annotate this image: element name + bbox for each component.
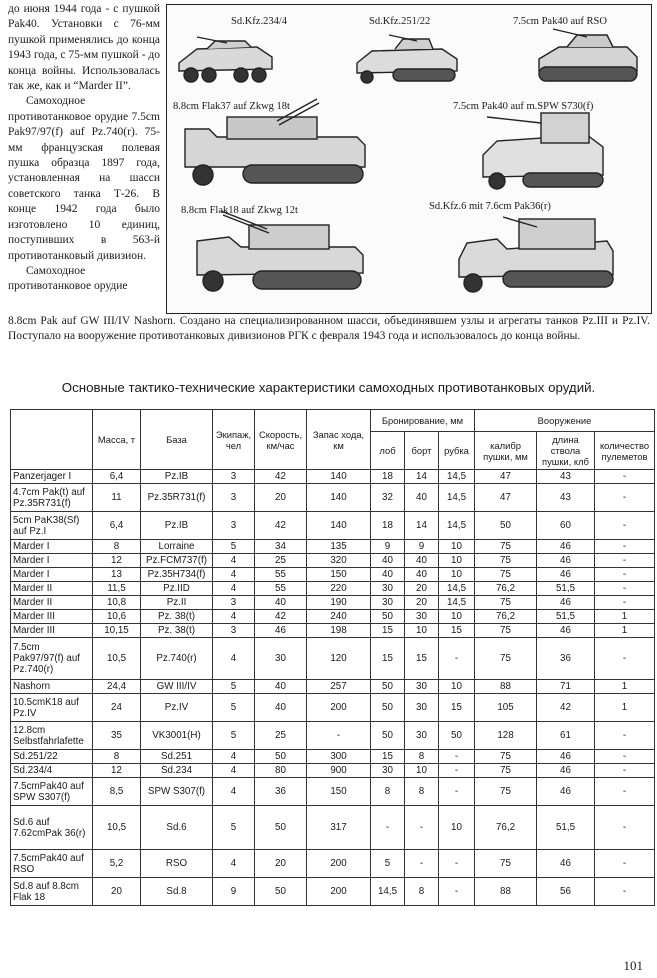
table-cell: 75 bbox=[475, 568, 537, 582]
table-cell: 46 bbox=[537, 764, 595, 778]
table-cell: 240 bbox=[307, 610, 371, 624]
table-cell: 46 bbox=[537, 778, 595, 806]
table-cell: Pz.II bbox=[141, 596, 213, 610]
table-cell: 10,5 bbox=[93, 806, 141, 850]
table-cell: Sd.234 bbox=[141, 764, 213, 778]
table-cell: 6,4 bbox=[93, 512, 141, 540]
table-cell: 150 bbox=[307, 568, 371, 582]
table-cell: 14 bbox=[405, 512, 439, 540]
caption-flak37: 8.8cm Flak37 auf Zkwg 18t bbox=[173, 101, 290, 112]
table-cell: 4 bbox=[213, 750, 255, 764]
table-cell: Pz.FCM737(f) bbox=[141, 554, 213, 568]
table-cell: 25 bbox=[255, 722, 307, 750]
table-cell: 4 bbox=[213, 638, 255, 680]
table-cell: 3 bbox=[213, 512, 255, 540]
table-cell: 14,5 bbox=[439, 596, 475, 610]
table-cell: 15 bbox=[371, 638, 405, 680]
table-cell: 14,5 bbox=[439, 512, 475, 540]
table-cell: - bbox=[595, 596, 655, 610]
paragraph-1: до июня 1944 года - с пушкой Pak40. Установки с 76-мм пушкой применялись до конца 1943 года, с 75-мм пушкой - до конца войны. Использовалась так же, как и “Marder II”. bbox=[8, 3, 161, 93]
header-armor-side: борт bbox=[405, 432, 439, 470]
vehicle-name-cell: Marder I bbox=[11, 568, 93, 582]
table-cell: 40 bbox=[405, 554, 439, 568]
caption-sdkfz251: Sd.Kfz.251/22 bbox=[369, 16, 431, 27]
table-cell: 14,5 bbox=[439, 470, 475, 484]
paragraph-3-start: Самоходное противотанковое орудие bbox=[8, 264, 128, 293]
table-cell: 50 bbox=[371, 680, 405, 694]
table-cell: 8 bbox=[405, 878, 439, 906]
vehicle-name-cell: 7.5cm Pak97/97(f) auf Pz.740(r) bbox=[11, 638, 93, 680]
table-cell: 36 bbox=[255, 778, 307, 806]
vehicle-name-cell: Sd.234/4 bbox=[11, 764, 93, 778]
rso-tractor-drawing bbox=[539, 29, 637, 81]
table-row bbox=[11, 568, 655, 582]
table-cell: 200 bbox=[307, 694, 371, 722]
table-cell: 1 bbox=[595, 680, 655, 694]
table-cell: 15 bbox=[439, 694, 475, 722]
table-cell: 4 bbox=[213, 568, 255, 582]
table-cell: 11 bbox=[93, 484, 141, 512]
table-cell: 8 bbox=[371, 778, 405, 806]
table-cell: 75 bbox=[475, 764, 537, 778]
table-cell: 51,5 bbox=[537, 806, 595, 850]
table-cell: 15 bbox=[371, 624, 405, 638]
table-row bbox=[11, 806, 655, 850]
vehicle-name-cell: Sd.6 auf 7.62cmPak 36(r) bbox=[11, 806, 93, 850]
table-cell: 10,5 bbox=[93, 638, 141, 680]
table-cell: 10 bbox=[405, 624, 439, 638]
vehicle-drawings bbox=[167, 5, 651, 313]
table-cell: 8 bbox=[405, 778, 439, 806]
header-caliber: калибр пушки, мм bbox=[475, 432, 537, 470]
table-cell: Lorraine bbox=[141, 540, 213, 554]
caption-sdkfz234: Sd.Kfz.234/4 bbox=[231, 16, 287, 27]
vehicle-name-cell: 12.8cm Selbstfahrlafette bbox=[11, 722, 93, 750]
table-cell: 40 bbox=[405, 484, 439, 512]
table-cell: - bbox=[405, 806, 439, 850]
table-cell: 40 bbox=[255, 680, 307, 694]
table-cell: 40 bbox=[371, 554, 405, 568]
table-cell: 5 bbox=[213, 806, 255, 850]
table-cell: - bbox=[595, 638, 655, 680]
flak18-halftrack-drawing bbox=[197, 211, 363, 291]
table-cell: 75 bbox=[475, 554, 537, 568]
table-cell: 5,2 bbox=[93, 850, 141, 878]
table-cell: 50 bbox=[255, 750, 307, 764]
table-cell: 71 bbox=[537, 680, 595, 694]
table-cell: Pz.IB bbox=[141, 512, 213, 540]
table-cell: 36 bbox=[537, 638, 595, 680]
table-cell: 11,5 bbox=[93, 582, 141, 596]
table-cell: 9 bbox=[405, 540, 439, 554]
table-cell: Pz. 38(t) bbox=[141, 610, 213, 624]
table-cell: 61 bbox=[537, 722, 595, 750]
table-cell: 14 bbox=[405, 470, 439, 484]
table-cell: 50 bbox=[475, 512, 537, 540]
table-cell: 40 bbox=[405, 568, 439, 582]
table-row bbox=[11, 722, 655, 750]
header-base: База bbox=[141, 410, 213, 470]
table-cell: - bbox=[439, 778, 475, 806]
table-cell: 120 bbox=[307, 638, 371, 680]
table-cell: 50 bbox=[371, 722, 405, 750]
table-cell: 15 bbox=[371, 750, 405, 764]
table-cell: 198 bbox=[307, 624, 371, 638]
paragraph-2: Самоходное противотанковое орудие 7.5cm Pak97/97(f) auf Pz.740(r). 75-мм французская полевая пушка образца 1897 года, установленная на шасси советского танка Т-26. В конце 1942 года было изготовлено 10 единиц, поступивших в 563-й противотанковый дивизион. bbox=[8, 95, 160, 262]
table-cell: 14,5 bbox=[371, 878, 405, 906]
vehicle-name-cell: Marder I bbox=[11, 554, 93, 568]
table-cell: Sd.6 bbox=[141, 806, 213, 850]
table-cell: 40 bbox=[255, 596, 307, 610]
table-cell: - bbox=[439, 878, 475, 906]
table-cell: 128 bbox=[475, 722, 537, 750]
table-cell: 32 bbox=[371, 484, 405, 512]
table-cell: 220 bbox=[307, 582, 371, 596]
table-cell: Pz.IID bbox=[141, 582, 213, 596]
table-cell: - bbox=[595, 554, 655, 568]
table-cell: SPW S307(f) bbox=[141, 778, 213, 806]
table-cell: 75 bbox=[475, 624, 537, 638]
table-cell: 30 bbox=[405, 610, 439, 624]
table-cell: 20 bbox=[255, 850, 307, 878]
table-cell: Pz.IB bbox=[141, 470, 213, 484]
table-cell: 56 bbox=[537, 878, 595, 906]
table-cell: 46 bbox=[537, 596, 595, 610]
table-cell: 10 bbox=[439, 540, 475, 554]
table-cell: 4 bbox=[213, 610, 255, 624]
vehicle-illustrations bbox=[166, 4, 652, 314]
table-cell: 1 bbox=[595, 624, 655, 638]
table-cell: 18 bbox=[371, 470, 405, 484]
paragraph-nashorn: 8.8cm Pak auf GW III/IV Nashorn. Создано на специализированном шасси, объединявшем узлы и агрегаты танков Pz.III и Pz.IV. Поступало на вооружение противотанковых дивизионов РГК с февраля 1943 года и использовалось до конца войны. bbox=[8, 315, 650, 343]
table-cell: 20 bbox=[405, 582, 439, 596]
header-armament: Вооружение bbox=[475, 410, 655, 432]
header-name bbox=[11, 410, 93, 470]
table-cell: - bbox=[595, 484, 655, 512]
table-cell: 75 bbox=[475, 778, 537, 806]
table-cell: Pz.35H734(f) bbox=[141, 568, 213, 582]
table-cell: GW III/IV bbox=[141, 680, 213, 694]
table-cell: 15 bbox=[439, 624, 475, 638]
table-cell: 88 bbox=[475, 878, 537, 906]
vehicle-name-cell: Sd.8 auf 8.8cm Flak 18 bbox=[11, 878, 93, 906]
table-cell: 42 bbox=[537, 694, 595, 722]
table-cell: 10,6 bbox=[93, 610, 141, 624]
header-armor: Бронирование, мм bbox=[371, 410, 475, 432]
full-width-text bbox=[8, 314, 650, 345]
table-cell: 3 bbox=[213, 470, 255, 484]
table-cell: - bbox=[595, 568, 655, 582]
vehicle-name-cell: 7.5cmPak40 auf RSO bbox=[11, 850, 93, 878]
table-cell: 18 bbox=[371, 512, 405, 540]
table-cell: - bbox=[371, 806, 405, 850]
table-cell: 300 bbox=[307, 750, 371, 764]
table-cell: 140 bbox=[307, 484, 371, 512]
table-cell: - bbox=[595, 806, 655, 850]
table-row bbox=[11, 540, 655, 554]
table-cell: 50 bbox=[439, 722, 475, 750]
table-cell: - bbox=[595, 778, 655, 806]
table-cell: 150 bbox=[307, 778, 371, 806]
table-cell: Pz. 38(t) bbox=[141, 624, 213, 638]
table-title: Основные тактико-технические характеристики самоходных противотанковых орудий. bbox=[61, 380, 596, 395]
table-cell: 4 bbox=[213, 554, 255, 568]
table-cell: 47 bbox=[475, 470, 537, 484]
table-cell: 200 bbox=[307, 878, 371, 906]
table-cell: 14,5 bbox=[439, 484, 475, 512]
left-column-text bbox=[8, 2, 160, 295]
vehicle-name-cell: Sd.251/22 bbox=[11, 750, 93, 764]
table-cell: 46 bbox=[537, 750, 595, 764]
table-cell: 60 bbox=[537, 512, 595, 540]
table-cell: 14,5 bbox=[439, 582, 475, 596]
table-cell: 30 bbox=[405, 722, 439, 750]
table-cell: - bbox=[405, 850, 439, 878]
table-cell: - bbox=[595, 540, 655, 554]
table-cell: Sd.251 bbox=[141, 750, 213, 764]
table-cell: 42 bbox=[255, 610, 307, 624]
table-cell: - bbox=[439, 764, 475, 778]
table-cell: 3 bbox=[213, 624, 255, 638]
table-cell: 51,5 bbox=[537, 610, 595, 624]
table-cell: 5 bbox=[213, 694, 255, 722]
table-cell: 8 bbox=[93, 540, 141, 554]
table-cell: 5 bbox=[371, 850, 405, 878]
table-cell: 40 bbox=[255, 694, 307, 722]
table-row bbox=[11, 596, 655, 610]
table-cell: 55 bbox=[255, 568, 307, 582]
table-cell: 6,4 bbox=[93, 470, 141, 484]
vehicle-name-cell: 7.5cmPak40 auf SPW S307(f) bbox=[11, 778, 93, 806]
table-cell: 30 bbox=[371, 596, 405, 610]
table-cell: 10 bbox=[439, 806, 475, 850]
vehicle-name-cell: 10.5cmK18 auf Pz.IV bbox=[11, 694, 93, 722]
table-row bbox=[11, 778, 655, 806]
table-cell: - bbox=[595, 470, 655, 484]
header-mg: количество пулеметов bbox=[595, 432, 655, 470]
header-crew: Экипаж, чел bbox=[213, 410, 255, 470]
spw-s730-drawing bbox=[483, 113, 603, 189]
table-cell: 10 bbox=[439, 610, 475, 624]
table-row bbox=[11, 554, 655, 568]
table-cell: 900 bbox=[307, 764, 371, 778]
table-cell: VK3001(H) bbox=[141, 722, 213, 750]
table-cell: 80 bbox=[255, 764, 307, 778]
table-cell: 25 bbox=[255, 554, 307, 568]
table-cell: 42 bbox=[255, 470, 307, 484]
page-number: 101 bbox=[623, 958, 643, 973]
table-cell: 4 bbox=[213, 764, 255, 778]
table-row bbox=[11, 638, 655, 680]
table-cell: 30 bbox=[371, 582, 405, 596]
table-cell: 55 bbox=[255, 582, 307, 596]
table-cell: 46 bbox=[537, 554, 595, 568]
table-cell: - bbox=[439, 750, 475, 764]
table-cell: 12 bbox=[93, 554, 141, 568]
vehicle-name-cell: 5cm PaK38(Sf) auf Pz.I bbox=[11, 512, 93, 540]
table-cell: 135 bbox=[307, 540, 371, 554]
table-cell: 8,5 bbox=[93, 778, 141, 806]
table-cell: 140 bbox=[307, 470, 371, 484]
table-cell: RSO bbox=[141, 850, 213, 878]
table-cell: 3 bbox=[213, 484, 255, 512]
vehicle-name-cell: Panzerjager I bbox=[11, 470, 93, 484]
caption-pak40-spw: 7.5cm Pak40 auf m.SPW S730(f) bbox=[453, 101, 594, 112]
header-barrel: длина ствола пушки, клб bbox=[537, 432, 595, 470]
table-cell: 30 bbox=[405, 694, 439, 722]
table-row bbox=[11, 750, 655, 764]
table-cell: 15 bbox=[405, 638, 439, 680]
vehicle-name-cell: Marder III bbox=[11, 610, 93, 624]
table-cell: 88 bbox=[475, 680, 537, 694]
table-cell: 10 bbox=[439, 568, 475, 582]
table-cell: 46 bbox=[537, 568, 595, 582]
table-cell: 46 bbox=[537, 540, 595, 554]
table-cell: 10,15 bbox=[93, 624, 141, 638]
vehicle-name-cell: Marder III bbox=[11, 624, 93, 638]
table-cell: 24,4 bbox=[93, 680, 141, 694]
table-cell: - bbox=[595, 722, 655, 750]
vehicle-name-cell: Marder II bbox=[11, 582, 93, 596]
table-cell: 43 bbox=[537, 484, 595, 512]
table-cell: 1 bbox=[595, 610, 655, 624]
table-cell: 35 bbox=[93, 722, 141, 750]
header-armor-front: лоб bbox=[371, 432, 405, 470]
table-cell: 75 bbox=[475, 540, 537, 554]
halftrack-251-drawing bbox=[357, 35, 457, 83]
table-cell: 9 bbox=[213, 878, 255, 906]
table-row bbox=[11, 694, 655, 722]
table-cell: 200 bbox=[307, 850, 371, 878]
table-cell: 50 bbox=[371, 694, 405, 722]
sdkfz6-drawing bbox=[459, 217, 613, 292]
vehicle-name-cell: Marder I bbox=[11, 540, 93, 554]
table-cell: 75 bbox=[475, 850, 537, 878]
header-mass: Масса, т bbox=[93, 410, 141, 470]
table-cell: - bbox=[307, 722, 371, 750]
table-row bbox=[11, 850, 655, 878]
table-cell: 10,8 bbox=[93, 596, 141, 610]
table-row bbox=[11, 470, 655, 484]
table-cell: 5 bbox=[213, 722, 255, 750]
table-cell: - bbox=[595, 582, 655, 596]
table-cell: 75 bbox=[475, 750, 537, 764]
table-cell: Pz.35R731(f) bbox=[141, 484, 213, 512]
caption-pak40-rso: 7.5cm Pak40 auf RSO bbox=[513, 16, 607, 27]
table-cell: 75 bbox=[475, 638, 537, 680]
header-armor-cabin: рубка bbox=[439, 432, 475, 470]
table-cell: 76,2 bbox=[475, 582, 537, 596]
table-cell: 40 bbox=[371, 568, 405, 582]
table-cell: 10 bbox=[439, 680, 475, 694]
table-cell: 4 bbox=[213, 850, 255, 878]
table-cell: - bbox=[595, 878, 655, 906]
caption-flak18: 8.8cm Flak18 auf Zkwg 12t bbox=[181, 205, 298, 216]
table-row bbox=[11, 764, 655, 778]
table-cell: 4 bbox=[213, 778, 255, 806]
armored-car-drawing bbox=[179, 37, 272, 82]
table-cell: 20 bbox=[93, 878, 141, 906]
table-cell: 13 bbox=[93, 568, 141, 582]
table-cell: 3 bbox=[213, 596, 255, 610]
table-cell: 5 bbox=[213, 540, 255, 554]
table-cell: 76,2 bbox=[475, 610, 537, 624]
table-cell: 30 bbox=[255, 638, 307, 680]
table-row bbox=[11, 484, 655, 512]
table-cell: 317 bbox=[307, 806, 371, 850]
table-cell: 50 bbox=[255, 806, 307, 850]
vehicle-name-cell: 4.7cm Pak(t) auf Pz.35R731(f) bbox=[11, 484, 93, 512]
vehicle-name-cell: Nashorn bbox=[11, 680, 93, 694]
table-row bbox=[11, 624, 655, 638]
table-row bbox=[11, 680, 655, 694]
table-cell: 46 bbox=[537, 850, 595, 878]
table-cell: 76,2 bbox=[475, 806, 537, 850]
table-body bbox=[11, 470, 655, 906]
table-cell: 190 bbox=[307, 596, 371, 610]
vehicle-name-cell: Marder II bbox=[11, 596, 93, 610]
table-cell: 8 bbox=[405, 750, 439, 764]
table-cell: 12 bbox=[93, 764, 141, 778]
table-row bbox=[11, 610, 655, 624]
table-cell: 46 bbox=[255, 624, 307, 638]
table-cell: 46 bbox=[537, 624, 595, 638]
table-cell: - bbox=[439, 850, 475, 878]
table-cell: - bbox=[439, 638, 475, 680]
table-cell: Pz.740(r) bbox=[141, 638, 213, 680]
table-cell: 47 bbox=[475, 484, 537, 512]
table-cell: 10 bbox=[439, 554, 475, 568]
table-row bbox=[11, 512, 655, 540]
table-cell: 8 bbox=[93, 750, 141, 764]
table-cell: 320 bbox=[307, 554, 371, 568]
table-cell: - bbox=[595, 512, 655, 540]
caption-sdkfz6: Sd.Kfz.6 mit 7.6cm Pak36(r) bbox=[429, 201, 551, 212]
table-cell: 42 bbox=[255, 512, 307, 540]
table-cell: 257 bbox=[307, 680, 371, 694]
table-cell: 105 bbox=[475, 694, 537, 722]
specifications-table bbox=[10, 409, 655, 906]
table-cell: 20 bbox=[405, 596, 439, 610]
table-cell: 30 bbox=[405, 680, 439, 694]
table-cell: Sd.8 bbox=[141, 878, 213, 906]
table-cell: 20 bbox=[255, 484, 307, 512]
table-cell: Pz.IV bbox=[141, 694, 213, 722]
table-cell: 24 bbox=[93, 694, 141, 722]
table-cell: - bbox=[595, 850, 655, 878]
table-cell: 51,5 bbox=[537, 582, 595, 596]
header-range: Запас хода, км bbox=[307, 410, 371, 470]
table-cell: 30 bbox=[371, 764, 405, 778]
table-row bbox=[11, 878, 655, 906]
table-cell: 50 bbox=[371, 610, 405, 624]
table-cell: 140 bbox=[307, 512, 371, 540]
table-cell: 43 bbox=[537, 470, 595, 484]
table-cell: 9 bbox=[371, 540, 405, 554]
table-cell: 50 bbox=[255, 878, 307, 906]
table-cell: - bbox=[595, 750, 655, 764]
table-cell: 5 bbox=[213, 680, 255, 694]
table-cell: - bbox=[595, 764, 655, 778]
table-cell: 1 bbox=[595, 694, 655, 722]
header-speed: Скорость, км/час bbox=[255, 410, 307, 470]
table-cell: 34 bbox=[255, 540, 307, 554]
table-cell: 4 bbox=[213, 582, 255, 596]
table-cell: 10 bbox=[405, 764, 439, 778]
table-cell: 75 bbox=[475, 596, 537, 610]
table-row bbox=[11, 582, 655, 596]
